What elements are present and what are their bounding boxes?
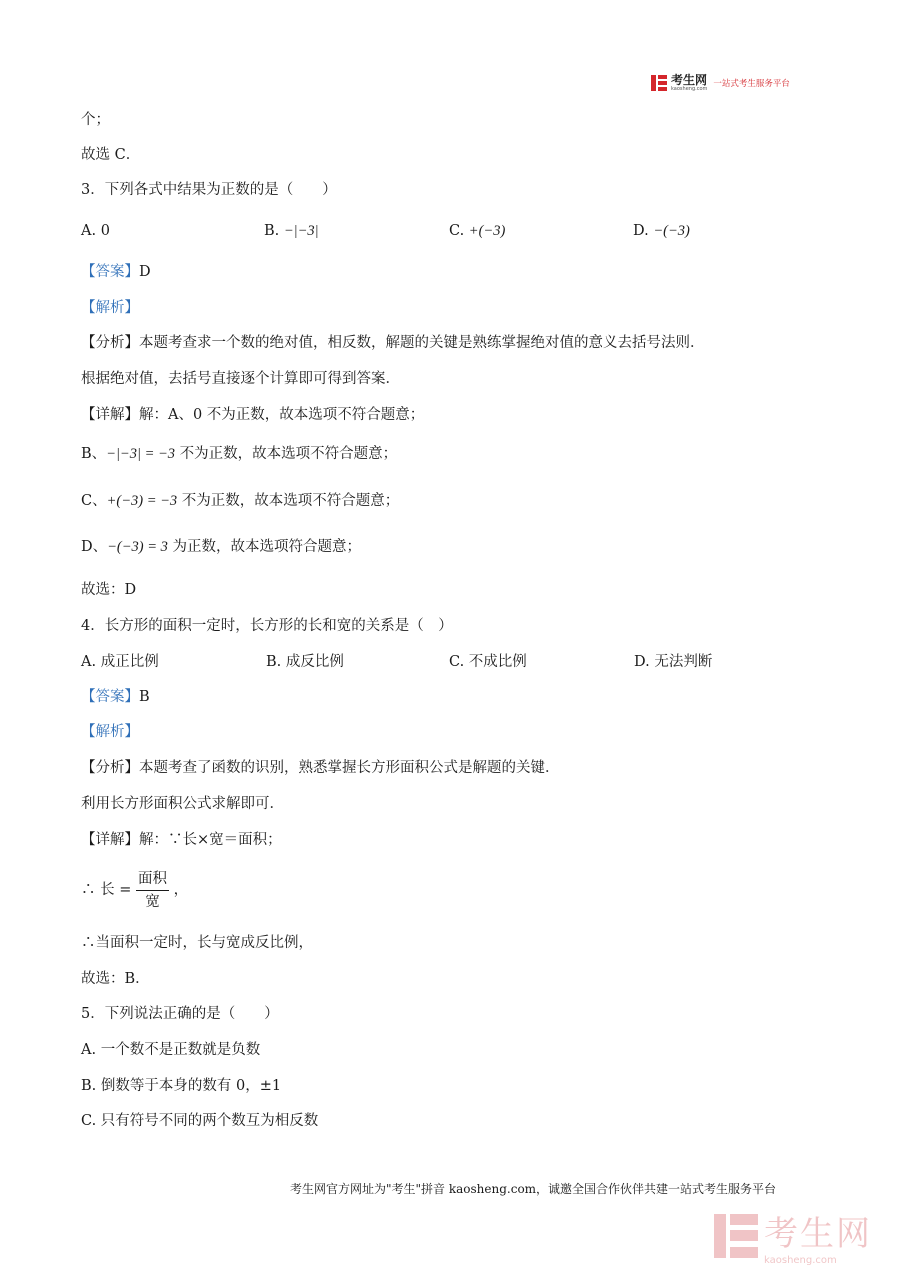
option-a: A. 一个数不是正数就是负数 [81,1042,261,1058]
fraction-line [81,866,188,914]
fenxi-text: 本题考查了函数的识别，熟悉掌握长方形面积公式是解题的关键． [139,760,560,776]
analysis-header [81,298,139,318]
answer-tag: 【答案】 [81,689,139,705]
detail-line [81,444,397,464]
detail-line [81,491,399,511]
detail-text: 解：∵长×宽＝面积； [139,832,282,848]
detail-prefix: C、 [81,493,107,509]
fraction-denominator: 宽 [145,893,160,910]
footer-text: 考生网官方网址为"考生"拼音 kaosheng.com，诚邀全国合作伙伴共建一站式考生服务平台 [290,1182,777,1196]
fenxi-tag: 【分析】 [81,760,139,776]
option-a: A. 成正比例 [81,654,159,670]
question-4-stem: 4．长方形的面积一定时，长方形的长和宽的关系是（ ） [81,618,453,634]
option-b: B. 成反比例 [266,654,344,670]
logo-text [671,74,707,92]
option-label: B. [264,223,280,239]
detail-line [81,830,282,850]
kaosheng-logo-icon [651,75,667,91]
text-line: 故选：D [81,582,137,598]
analysis-line [81,758,560,778]
option-c: C. 只有符号不同的两个数互为相反数 [81,1113,319,1129]
question-3-stem: 3．下列各式中结果为正数的是（ ） [81,182,337,198]
answer-value: B [139,689,150,705]
math-expression: −|−3| [283,223,319,239]
answer-line [81,687,150,707]
math-expression: −(−3) = 3 [107,539,168,555]
logo-name: 考生网 [671,73,708,87]
text-line: 利用长方形面积公式求解即可． [81,796,284,812]
detail-line [81,537,361,557]
option-label: D. [633,223,649,239]
math-expression: −|−3| = −3 [106,446,176,462]
watermark [714,1206,872,1266]
analysis-line [81,333,705,353]
fraction-numerator: 面积 [136,868,169,891]
fenxi-tag: 【分析】 [81,335,139,351]
fraction [136,868,169,913]
watermark-name: 考生网 [764,1214,872,1254]
detail-text: 不为正数，故本选项不符合题意； [181,493,400,509]
option-a: A. 0 [81,223,110,239]
math-expression: +(−3) = −3 [106,493,178,509]
detail-tag: 【详解】 [81,407,139,423]
text-line: ∴当面积一定时，长与宽成反比例， [81,935,313,951]
detail-prefix: D、 [81,539,108,555]
question-5-stem: 5．下列说法正确的是（ ） [81,1006,279,1022]
option-d: D. 无法判断 [634,654,713,670]
option-b: B. 倒数等于本身的数有 0，±1 [81,1078,282,1094]
answer-line [81,262,151,282]
text-line: 故选：B． [81,971,150,987]
detail-prefix: B、 [81,446,107,462]
option-d [633,220,690,242]
option-c: C. 不成比例 [449,654,527,670]
detail-line [81,405,424,425]
header-logo [651,74,790,92]
detail-text: 不为正数，故本选项不符合题意； [179,446,398,462]
option-b [264,220,319,242]
detail-text: 解：A、0 不为正数，故本选项不符合题意； [139,407,425,423]
logo-domain: kaosheng.com [671,86,708,92]
watermark-domain: kaosheng.com [764,1255,837,1266]
kaosheng-watermark-icon [714,1214,758,1258]
option-label: C. [449,223,465,239]
detail-text: 为正数，故本选项符合题意； [172,539,362,555]
detail-tag: 【详解】 [81,832,139,848]
analysis-tag: 【解析】 [81,300,139,316]
answer-tag: 【答案】 [81,264,139,280]
fraction-prefix: ∴ 长 = [81,882,132,898]
math-expression: −(−3) [653,223,690,239]
text-line: 个； [81,112,110,128]
analysis-header [81,722,139,742]
analysis-tag: 【解析】 [81,724,139,740]
answer-value: D [139,264,151,280]
logo-slogan: 一站式考生服务平台 [713,79,790,89]
text-line: 根据绝对值，去括号直接逐个计算即可得到答案． [81,371,400,387]
fraction-suffix: ， [173,882,189,898]
text-line: 故选 C． [81,147,141,163]
math-expression: +(−3) [468,223,506,239]
fenxi-text: 本题考查求一个数的绝对值，相反数，解题的关键是熟练掌握绝对值的意义去括号法则． [139,335,705,351]
option-c [449,220,505,242]
